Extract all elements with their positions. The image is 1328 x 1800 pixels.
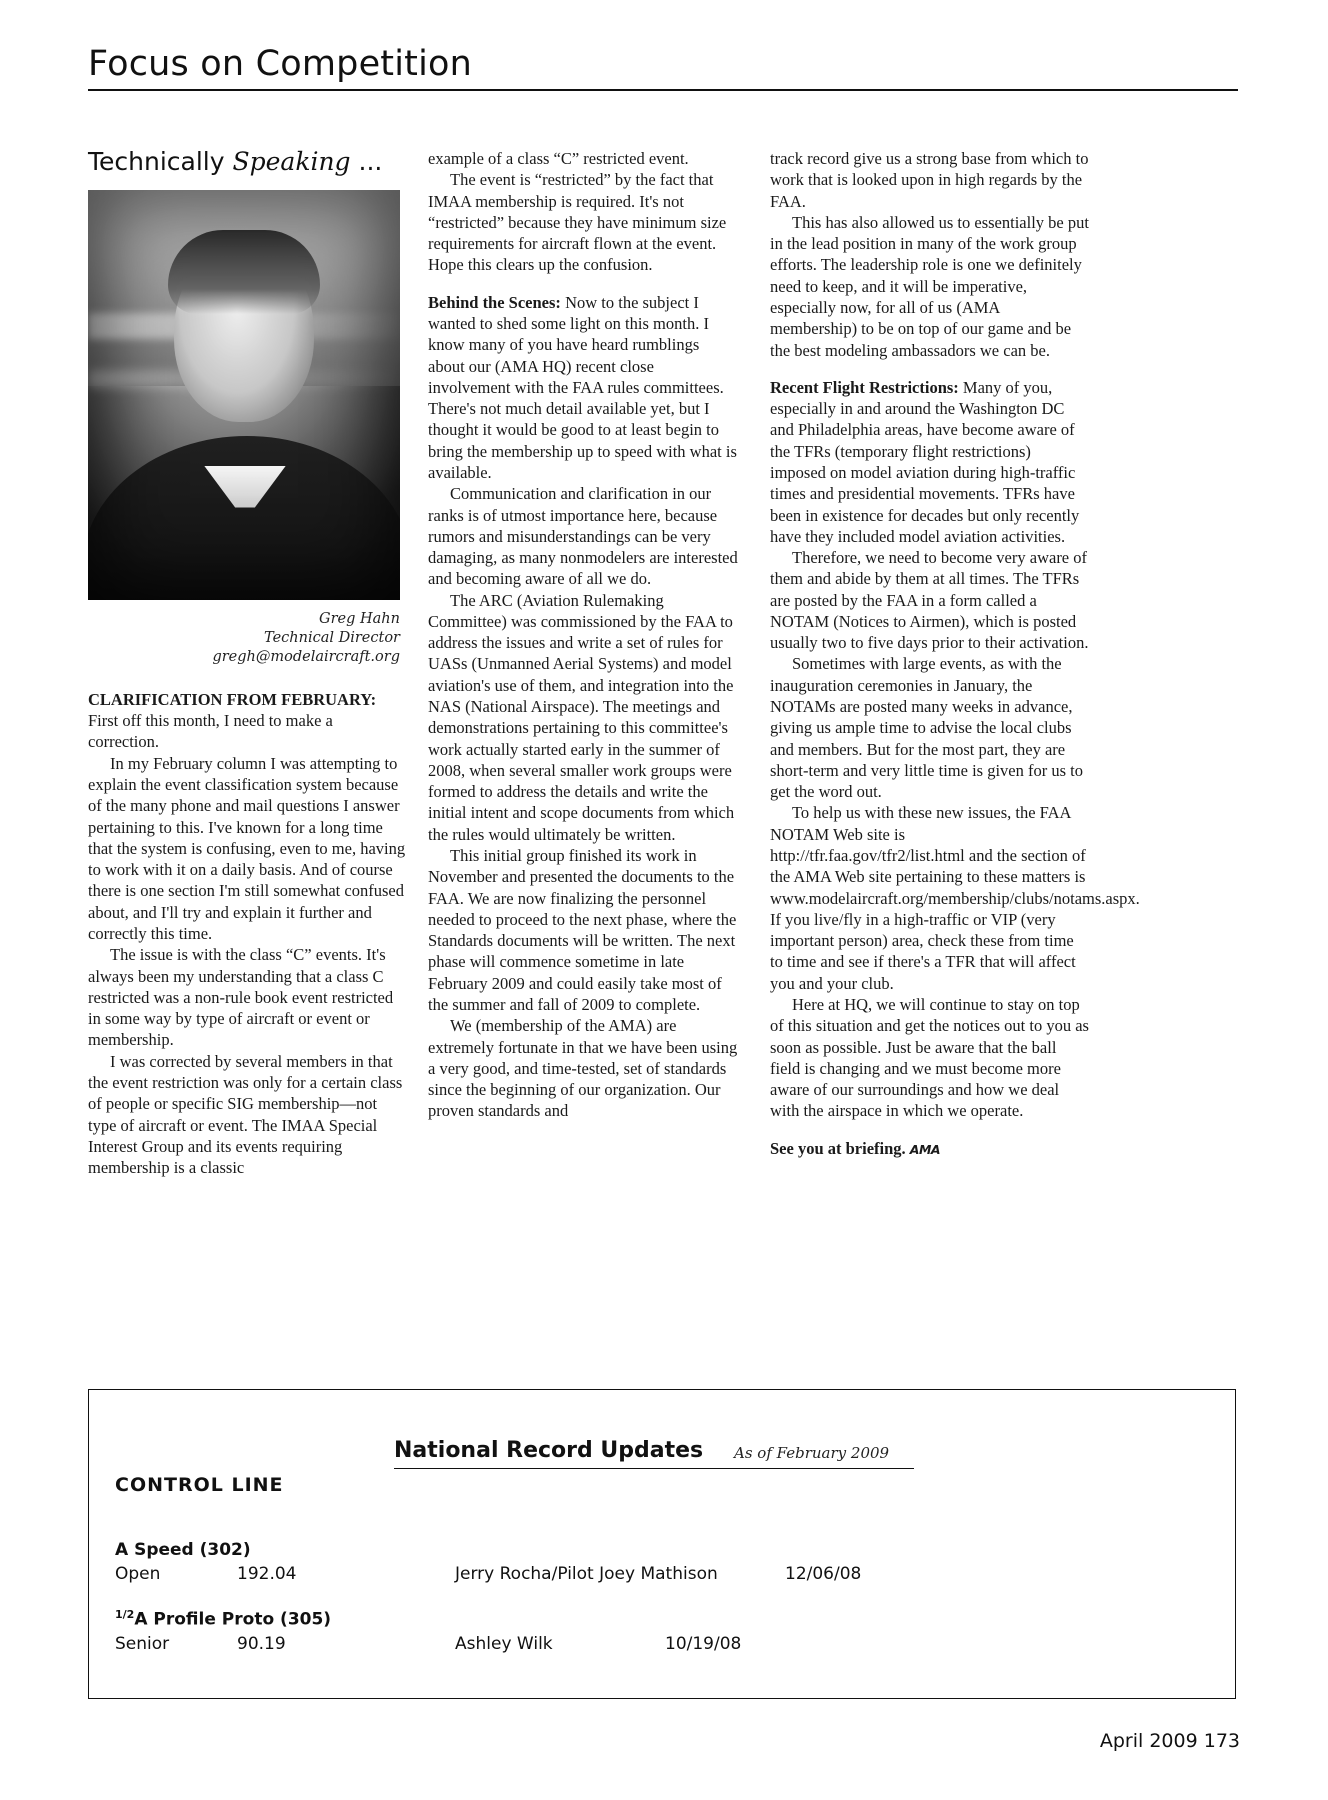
record-class: Open bbox=[115, 1564, 161, 1584]
record-box-as-of: As of February 2009 bbox=[734, 1444, 890, 1462]
clarification-paragraph-1 bbox=[88, 689, 406, 753]
masthead-divider bbox=[88, 89, 1238, 91]
record-date: 12/06/08 bbox=[785, 1564, 862, 1584]
caption-name: Greg Hahn bbox=[319, 610, 400, 627]
record-group-title bbox=[115, 1608, 825, 1630]
caption-email: gregh@modelaircraft.org bbox=[212, 648, 400, 665]
behind-the-scenes-label: Behind the Scenes: bbox=[428, 292, 561, 312]
photo-vignette bbox=[88, 190, 400, 600]
column3-para-5: Here at HQ, we will continue to stay on top of this situation and get the notices out to you as soon as possible. Just be aware that the ball field is changing and we must become more aware of our surroundings and how we deal with the airspace in which we operate. bbox=[770, 994, 1089, 1121]
column3-para-3: Sometimes with large events, as with the inauguration ceremonies in January, the NOTAMs are posted many weeks in advance, giving us ample time to advise the local clubs and members. But for the most part, they are short-term and very little time is given for us to get the word out. bbox=[770, 654, 1083, 802]
masthead bbox=[88, 46, 1238, 91]
column1-para-3: I was corrected by several members in that the event restriction was only for a certain class of people or specific SIG membership—not type of aircraft or event. The IMAA Special Interest Group and its events requiring membership is a classic bbox=[88, 1051, 403, 1178]
column2-para-2: Communication and clarification in our ranks is of utmost importance here, because rumors and misunderstandings can be very damaging, as many nonmodelers are interested and becoming aware of all we do. bbox=[428, 484, 738, 589]
kicker-post: ... bbox=[350, 147, 383, 176]
table-row bbox=[115, 1634, 825, 1654]
column2-para-4: This initial group finished its work in November and presented the documents to the FAA. We are now finalizing the personnel needed to proceed to the next phase, where the Standards documents will be written. The next phase will commence sometime in late February 2009 and could easily take most of the summer and fall of 2009 to complete. bbox=[428, 846, 737, 1014]
record-group-title: A Speed (302) bbox=[115, 1540, 251, 1560]
column-two bbox=[428, 148, 738, 1122]
photo-caption bbox=[88, 610, 400, 667]
national-record-updates-box bbox=[88, 1389, 1236, 1699]
record-mark: 90.19 bbox=[237, 1633, 286, 1654]
column2-para-0: example of a class “C” restricted event. bbox=[428, 149, 689, 168]
signoff-paragraph bbox=[770, 1138, 1090, 1159]
column2-para-5: We (membership of the AMA) are extremely fortunate in that we have been using a very good, and time-tested, set of standards since the beginning of our organization. Our proven standards and bbox=[428, 1016, 738, 1121]
page-title: Focus on Competition bbox=[88, 44, 472, 84]
column-three bbox=[770, 148, 1140, 1159]
column3-para-2: Therefore, we need to become very aware of them and abide by them at all times. The TFRs are posted by the FAA in a form called a NOTAM (Notices to Airmen), which is posted usually two to five days prior to their activation. bbox=[770, 548, 1089, 653]
record-group-title-text: A Profile Proto (305) bbox=[134, 1609, 332, 1630]
column2-para-1: The event is “restricted” by the fact that IMAA membership is required. It's not “restricted” because they have minimum size requirements for aircraft flown at the event. Hope this clears up the confusion. bbox=[428, 170, 727, 275]
table-row bbox=[115, 1564, 945, 1584]
ama-logo-icon: AMA bbox=[909, 1141, 941, 1157]
record-group-title-fraction: 1/2 bbox=[115, 1608, 135, 1621]
column-kicker bbox=[88, 148, 406, 176]
column3-para-0: track record give us a strong base from which to work that is looked upon in high regards by the FAA. bbox=[770, 149, 1089, 211]
recent-flight-restrictions-label: Recent Flight Restrictions: bbox=[770, 377, 959, 397]
author-photo bbox=[88, 190, 400, 600]
kicker-italic: Speaking bbox=[232, 147, 351, 176]
column3-para-4: To help us with these new issues, the FAA NOTAM Web site is http://tfr.faa.gov/tfr2/list.html and the section of the AMA Web site pertaining to these matters is www.modelaircraft.org/membership/clubs/notams.aspx. If you live/fly in a high-traffic or VIP (very important person) area, check these from time to time and see if there's a TFR that will affect you and your club. bbox=[770, 803, 1140, 993]
clarification-heading: CLARIFICATION FROM FEBRUARY: bbox=[88, 689, 377, 709]
page-folio: April 2009 173 bbox=[1099, 1730, 1240, 1752]
record-category-control-line: CONTROL LINE bbox=[115, 1474, 284, 1496]
record-class: Senior bbox=[115, 1633, 170, 1654]
record-holder: Ashley Wilk bbox=[455, 1633, 553, 1654]
behind-the-scenes-text: Now to the subject I wanted to shed some light on this month. I know many of you have heard rumblings about our (AMA HQ) recent close involvement with the FAA rules committees. There's not much detail available yet, but I thought it would be good to at least begin to bring the membership up to speed with what is available. bbox=[428, 292, 737, 482]
caption-role: Technical Director bbox=[264, 629, 400, 646]
record-group-a-speed bbox=[115, 1540, 945, 1584]
record-date: 10/19/08 bbox=[665, 1633, 742, 1654]
signoff-text: See you at briefing. bbox=[770, 1138, 906, 1158]
column1-para-0: First off this month, I need to make a correction. bbox=[88, 711, 333, 752]
record-mark: 192.04 bbox=[237, 1564, 297, 1584]
record-box-title-rule bbox=[394, 1468, 914, 1469]
recent-flight-restrictions-text: Many of you, especially in and around the Washington DC and Philadelphia areas, have become aware of the TFRs (temporary flight restrictions) imposed on model aviation during high-traffic times and presidential movements. TFRs have been in existence for decades but only recently have they included model aviation activities. bbox=[770, 377, 1080, 546]
record-holder: Jerry Rocha/Pilot Joey Mathison bbox=[455, 1564, 718, 1584]
behind-the-scenes-paragraph bbox=[428, 292, 738, 484]
column2-para-3: The ARC (Aviation Rulemaking Committee) was commissioned by the FAA to address the issues and write a set of rules for UASs (Unmanned Aerial Systems) and model aviation's use of them, and integration into the NAS (National Airspace). The meetings and demonstrations pertaining to this committee's work actually started early in the summer of 2008, when several smaller work groups were formed to address the details and write the initial intent and scope documents from which the rules would ultimately be written. bbox=[428, 590, 735, 844]
recent-flight-restrictions-paragraph bbox=[770, 377, 1090, 547]
column1-para-2: The issue is with the class “C” events. It's always been my understanding that a class C restricted was a non-rule book event restricted in some way by type of aircraft or event or membership. bbox=[88, 945, 394, 1050]
column-one bbox=[88, 148, 406, 1178]
kicker-pre: Technically bbox=[88, 147, 233, 176]
record-group-half-a-profile-proto bbox=[115, 1608, 825, 1654]
column3-para-1: This has also allowed us to essentially be put in the lead position in many of the work group efforts. The leadership role is one we definitely need to keep, and it will be imperative, especially now, for all of us (AMA membership) to be on top of our game and be the best modeling ambassadors we can be. bbox=[770, 212, 1089, 360]
column1-para-1: In my February column I was attempting to explain the event classification system because of the many phone and mail questions I answer pertaining to this. I've known for a long time that the system is confusing, even to me, having to work with it on a daily basis. And of course there is one section I'm still somewhat confused about, and I'll try and explain it further and correctly this time. bbox=[88, 753, 406, 943]
record-box-title: National Record Updates bbox=[394, 1438, 704, 1463]
